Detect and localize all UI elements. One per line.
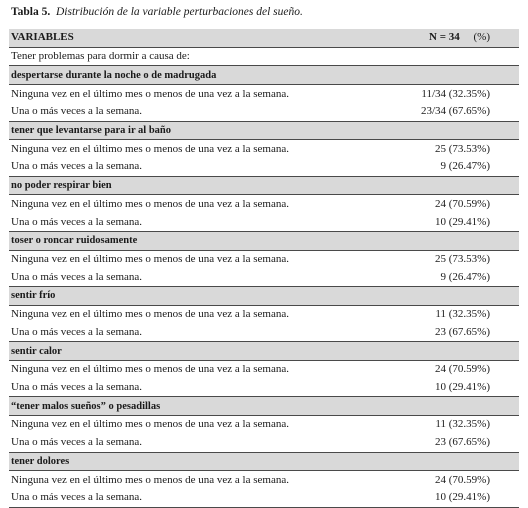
category-row xyxy=(9,452,519,471)
header-n xyxy=(379,29,519,47)
category-row xyxy=(9,121,519,140)
response-label: Ninguna vez en el último mes o menos de una vez a la semana. xyxy=(11,473,289,486)
response-value: 11 (32.35%) xyxy=(435,418,490,431)
category-name: sentir frío xyxy=(9,287,519,306)
table-row xyxy=(9,268,519,286)
response-value: 11 (32.35%) xyxy=(435,308,490,321)
response-label: Ninguna vez en el último mes o menos de una vez a la semana. xyxy=(11,87,289,100)
table-row xyxy=(9,324,519,342)
response-value: 10 (29.41%) xyxy=(435,381,490,394)
table-caption xyxy=(11,5,303,19)
response-label: Una o más veces a la semana. xyxy=(11,270,143,283)
category-name: toser o roncar ruidosamente xyxy=(9,231,519,250)
category-name: “tener malos sueños” o pesadillas xyxy=(9,397,519,416)
response-value: 23/34 (67.65%) xyxy=(420,105,490,118)
intro-row xyxy=(9,47,519,66)
category-name: no poder respirar bien xyxy=(9,176,519,195)
response-value: 23 (67.65%) xyxy=(435,436,490,449)
header-pct-label: (%) xyxy=(473,31,490,44)
category-row xyxy=(9,397,519,416)
table-row xyxy=(9,305,519,323)
response-value: 9 (26.47%) xyxy=(440,160,490,173)
response-label: Ninguna vez en el último mes o menos de una vez a la semana. xyxy=(11,252,289,265)
table-caption-title: Distribución de la variable perturbaciones del sueño. xyxy=(55,6,303,18)
response-label: Ninguna vez en el último mes o menos de una vez a la semana. xyxy=(11,418,289,431)
response-label: Una o más veces a la semana. xyxy=(11,325,143,338)
response-value: 10 (29.41%) xyxy=(435,215,490,228)
category-name: tener que levantarse para ir al baño xyxy=(9,121,519,140)
category-row xyxy=(9,176,519,195)
response-value: 23 (67.65%) xyxy=(435,325,490,338)
response-value: 24 (70.59%) xyxy=(435,363,490,376)
response-label: Ninguna vez en el último mes o menos de una vez a la semana. xyxy=(11,308,289,321)
sleep-disturbance-table xyxy=(9,29,519,508)
response-label: Ninguna vez en el último mes o menos de una vez a la semana. xyxy=(11,142,289,155)
table-caption-label: Tabla 5 xyxy=(11,6,48,18)
response-value: 25 (73.53%) xyxy=(435,142,490,155)
response-label: Una o más veces a la semana. xyxy=(11,105,143,118)
response-value: 24 (70.59%) xyxy=(435,197,490,210)
response-label: Una o más veces a la semana. xyxy=(11,381,143,394)
response-value: 9 (26.47%) xyxy=(440,270,490,283)
table-row xyxy=(9,250,519,268)
table-row xyxy=(9,103,519,121)
header-n-label: N = 34 xyxy=(429,31,460,44)
category-row xyxy=(9,342,519,361)
table-row xyxy=(9,416,519,434)
intro-text: Tener problemas para dormir a causa de: xyxy=(9,47,519,66)
response-label: Una o más veces a la semana. xyxy=(11,160,143,173)
table-caption-separator: . xyxy=(47,6,51,18)
category-name: sentir calor xyxy=(9,342,519,361)
response-value: 11/34 (32.35%) xyxy=(421,87,490,100)
table-header-row xyxy=(9,29,519,47)
category-row xyxy=(9,287,519,306)
response-label: Una o más veces a la semana. xyxy=(9,489,379,507)
category-name: tener dolores xyxy=(9,452,519,471)
table-row xyxy=(9,195,519,213)
header-variables: VARIABLES xyxy=(9,29,379,47)
table-body xyxy=(9,29,519,507)
table-row xyxy=(9,140,519,158)
table-row xyxy=(9,213,519,231)
table-row xyxy=(9,434,519,452)
response-value: 24 (70.59%) xyxy=(435,473,490,486)
category-name: despertarse durante la noche o de madrugada xyxy=(9,66,519,85)
category-row xyxy=(9,231,519,250)
category-row xyxy=(9,66,519,85)
table-row xyxy=(9,158,519,176)
table-row xyxy=(9,379,519,397)
response-label: Una o más veces a la semana. xyxy=(11,436,143,449)
response-label: Ninguna vez en el último mes o menos de una vez a la semana. xyxy=(11,363,289,376)
response-label: Ninguna vez en el último mes o menos de una vez a la semana. xyxy=(11,197,289,210)
response-value: 25 (73.53%) xyxy=(435,252,490,265)
table-row xyxy=(9,471,519,489)
response-value: 10 (29.41%) xyxy=(379,489,519,507)
table-row xyxy=(9,360,519,378)
response-label: Una o más veces a la semana. xyxy=(11,215,143,228)
table-row xyxy=(9,85,519,103)
